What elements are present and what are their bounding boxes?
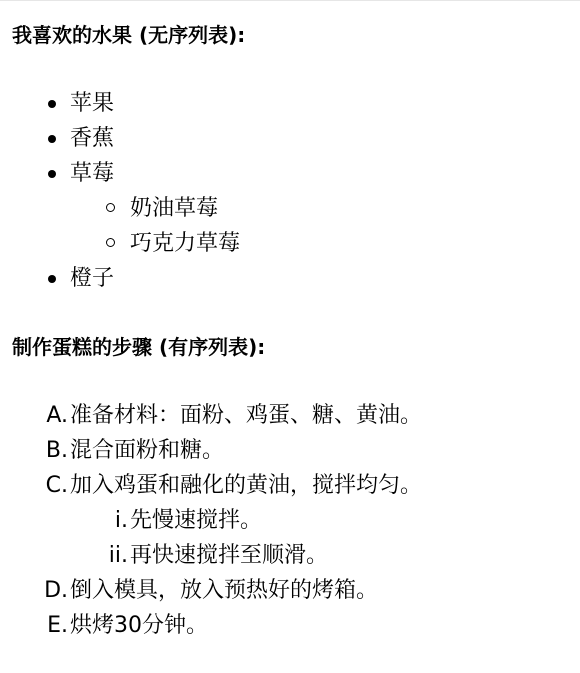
- list-item: [12, 121, 572, 156]
- fruits-list: [12, 86, 572, 296]
- list-item: [12, 156, 572, 191]
- list-item: [12, 433, 572, 468]
- step-marker: C.: [45, 473, 68, 498]
- step-label: 混合面粉和糖。: [70, 438, 225, 463]
- list-item: [12, 608, 572, 643]
- substep-marker: i.: [114, 508, 128, 533]
- cake-heading: 制作蛋糕的步骤 (有序列表):: [12, 335, 266, 359]
- top-divider: [0, 0, 580, 1]
- step-label: 烘烤30分钟。: [70, 613, 208, 638]
- circle-bullet-icon: [106, 238, 115, 247]
- nested-list-item: [12, 226, 572, 261]
- step-marker: E.: [47, 613, 68, 638]
- substep-label: 再快速搅拌至顺滑。: [130, 543, 329, 568]
- section-spacer: [12, 296, 572, 332]
- document-body: [12, 20, 572, 643]
- list-item-label: 苹果: [70, 91, 115, 116]
- nested-list-item: [12, 503, 572, 538]
- step-label: 加入鸡蛋和融化的黄油，搅拌均匀。: [70, 473, 423, 498]
- step-label: 准备材料：面粉、鸡蛋、糖、黄油。: [70, 403, 423, 428]
- substep-marker: ii.: [108, 543, 128, 568]
- disc-bullet-icon: [48, 135, 56, 143]
- step-marker: B.: [45, 438, 68, 463]
- circle-bullet-icon: [106, 203, 115, 212]
- list-item-label: 橙子: [70, 266, 115, 291]
- step-marker: A.: [46, 403, 68, 428]
- cake-steps-list: [12, 398, 572, 643]
- list-item: [12, 398, 572, 433]
- disc-bullet-icon: [48, 170, 56, 178]
- nested-list-item-label: 奶油草莓: [130, 196, 219, 221]
- disc-bullet-icon: [48, 100, 56, 108]
- list-item: [12, 86, 572, 121]
- list-item-label: 草莓: [70, 161, 115, 186]
- list-item: [12, 261, 572, 296]
- list-item: [12, 468, 572, 503]
- substep-label: 先慢速搅拌。: [130, 508, 263, 533]
- nested-list-item-label: 巧克力草莓: [130, 231, 241, 256]
- list-item: [12, 573, 572, 608]
- fruits-heading: 我喜欢的水果 (无序列表):: [12, 23, 246, 47]
- list-item-label: 香蕉: [70, 126, 115, 151]
- step-label: 倒入模具，放入预热好的烤箱。: [70, 578, 379, 603]
- nested-list-item: [12, 538, 572, 573]
- disc-bullet-icon: [48, 275, 56, 283]
- nested-list-item: [12, 191, 572, 226]
- step-marker: D.: [44, 578, 68, 603]
